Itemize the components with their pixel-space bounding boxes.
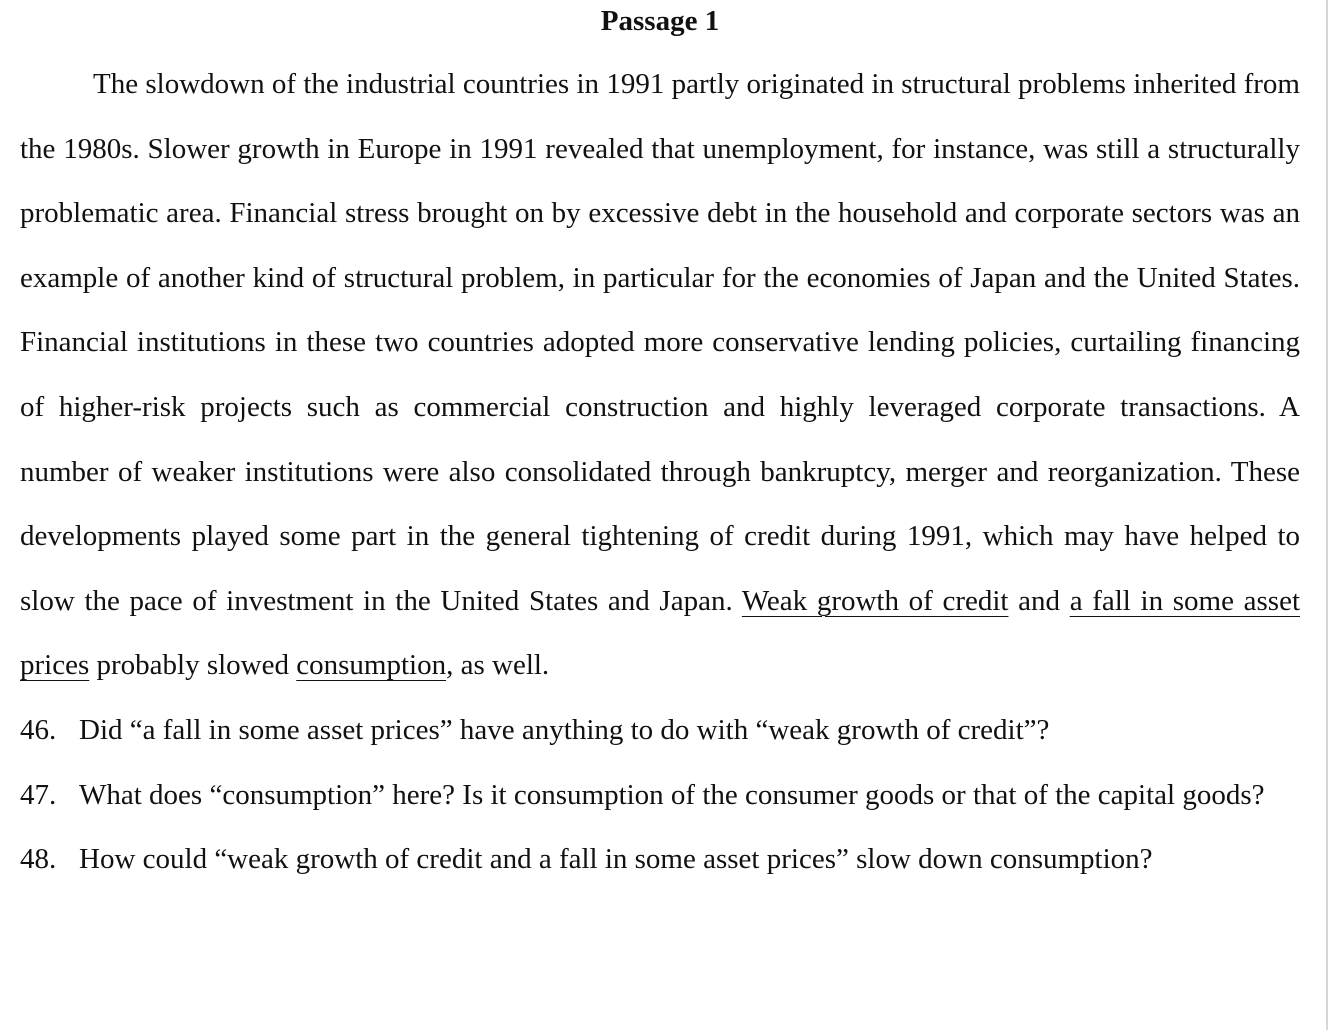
- question-number: 46.: [20, 713, 57, 746]
- question-text: How could “weak growth of credit and a fall in some asset prices” slow down consumption?: [79, 843, 1153, 876]
- underlined-phrase-weak-growth-of-credit: Weak growth of credit: [741, 584, 1009, 617]
- question-text: What does “consumption” here? Is it consumption of the consumer goods or that of the capital goods?: [79, 778, 1265, 811]
- question-item: [20, 763, 1300, 828]
- question-item: [20, 698, 1300, 763]
- page-edge-rule: [1326, 0, 1328, 1030]
- question-list: [20, 698, 1300, 892]
- passage-text-and: and: [1008, 584, 1070, 617]
- question-number: 48.: [20, 843, 57, 876]
- passage-text-probably-slowed: probably slowed: [89, 649, 297, 682]
- question-item: [20, 827, 1300, 892]
- passage-text-main: The slowdown of the industrial countries in 1991 partly originated in structural problems inherited from the 1980s. Slower growth in Europe in 1991 revealed that unemployment, for instance, was still a structurally problematic area. Financial stress brought on by excessive debt in the household and corporate sectors was an example of another kind of structural problem, in particular for the economies of Japan and the United States. Financial institutions in these two countries adopted more conservative lending policies, curtailing financing of higher-risk projects such as commercial construction and highly leveraged corporate transactions. A number of weaker institutions were also consolidated through bankruptcy, merger and reorganization. These developments played some part in the general tightening of credit during 1991, which may have helped to slow the pace of investment in the United States and Japan.: [20, 68, 1300, 617]
- question-text: Did “a fall in some asset prices” have anything to do with “weak growth of credit”?: [79, 713, 1050, 746]
- passage-title: Passage 1: [600, 5, 720, 37]
- underlined-phrase-fall-in-asset-prices: a fall in some asset prices: [20, 584, 1300, 682]
- passage-text-as-well: , as well.: [446, 649, 550, 682]
- question-number: 47.: [20, 778, 57, 811]
- underlined-phrase-consumption: consumption: [296, 649, 447, 682]
- document-page: [20, 0, 1300, 892]
- passage-paragraph: [20, 52, 1300, 698]
